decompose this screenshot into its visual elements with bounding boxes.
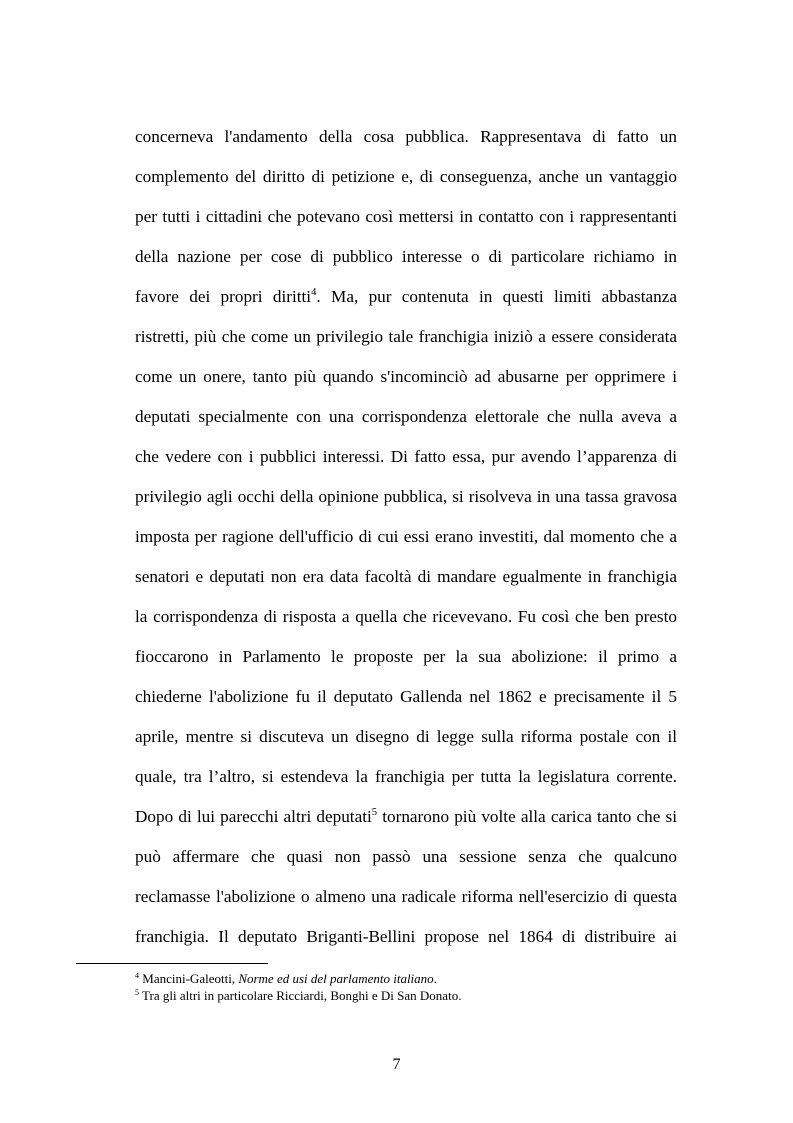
footnote-ref-4[interactable]: 4 xyxy=(311,287,317,299)
body-line: per tutti i cittadini che potevano così mettersi in contatto con i rappresentanti xyxy=(135,207,677,226)
body-line: concerneva l'andamento della cosa pubblica. Rappresentava di fatto un xyxy=(135,127,677,146)
body-line-text: . Ma, pur contenuta in questi limiti abbastanza xyxy=(316,287,677,306)
body-line-text: favore dei propri diritti xyxy=(135,287,312,306)
body-line xyxy=(135,277,677,317)
body-line-text: Dopo di lui parecchi altri deputati xyxy=(135,807,372,826)
body-line: come un onere, tanto più quando s'incominciò ad abusarne per opprimere i xyxy=(135,367,677,386)
footnote-separator xyxy=(76,963,268,964)
body-line: privilegio agli occhi della opinione pubblica, si risolveva in una tassa gravosa xyxy=(135,487,677,506)
footnote-text: Mancini-Galeotti, xyxy=(139,971,239,986)
footnote-text: . xyxy=(433,971,437,986)
footnote-number: 4 xyxy=(135,970,140,980)
footnote-5 xyxy=(135,987,677,1004)
body-line: può affermare che quasi non passò una sessione senza che qualcuno xyxy=(135,847,677,866)
footnote-4 xyxy=(135,970,677,987)
body-line: la corrispondenza di risposta a quella che ricevevano. Fu così che ben presto xyxy=(135,607,677,626)
footnote-cited-title: Norme ed usi del parlamento italiano xyxy=(238,971,434,986)
body-line: complemento del diritto di petizione e, di conseguenza, anche un vantaggio xyxy=(135,167,677,186)
footnote-text: Tra gli altri in particolare Ricciardi, Bonghi e Di San Donato. xyxy=(139,988,462,1003)
body-line: fioccarono in Parlamento le proposte per la sua abolizione: il primo a xyxy=(135,647,677,666)
body-line: aprile, mentre si discuteva un disegno di legge sulla riforma postale con il xyxy=(135,727,677,746)
body-line: chiederne l'abolizione fu il deputato Gallenda nel 1862 e precisamente il 5 xyxy=(135,687,677,706)
footnote-number: 5 xyxy=(135,987,140,997)
body-line: franchigia. Il deputato Briganti-Bellini propose nel 1864 di distribuire ai xyxy=(135,927,677,946)
body-line: che vedere con i pubblici interessi. Di fatto essa, pur avendo l’apparenza di xyxy=(135,447,677,466)
body-text xyxy=(135,117,677,957)
footnote-ref-5[interactable]: 5 xyxy=(371,807,378,819)
body-line: deputati specialmente con una corrispondenza elettorale che nulla aveva a xyxy=(135,407,677,426)
body-line: reclamasse l'abolizione o almeno una radicale riforma nell'esercizio di questa xyxy=(135,887,677,906)
body-line-text: tornarono più volte alla carica tanto che si xyxy=(377,807,677,826)
body-line: imposta per ragione dell'ufficio di cui essi erano investiti, dal momento che a xyxy=(135,527,677,546)
body-line xyxy=(135,797,677,837)
body-line: quale, tra l’altro, si estendeva la franchigia per tutta la legislatura corrente. xyxy=(135,767,677,786)
body-line: della nazione per cose di pubblico interesse o di particolare richiamo in xyxy=(135,247,677,266)
body-line: senatori e deputati non era data facoltà di mandare egualmente in franchigia xyxy=(135,567,677,586)
page-number: 7 xyxy=(392,1056,401,1073)
body-line: ristretti, più che come un privilegio tale franchigia iniziò a essere considerata xyxy=(135,327,677,346)
footnotes xyxy=(135,970,677,1004)
